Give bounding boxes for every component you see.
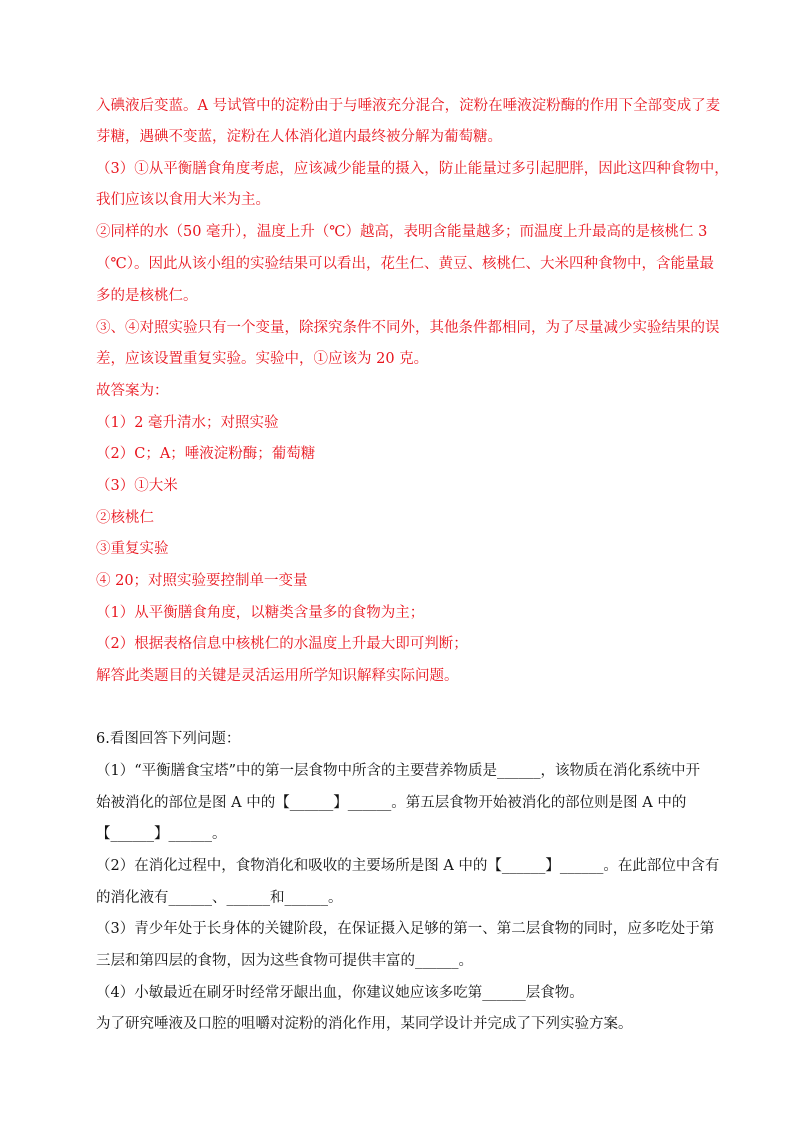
question-line: （4）小敏最近在刷牙时经常牙龈出血，你建议她应该多吃第______层食物。 xyxy=(96,985,584,1001)
answer-line: 入碘液后变蓝。A 号试管中的淀粉由于与唾液充分混合，淀粉在唾液淀粉酶的作用下全部变成了麦 xyxy=(96,98,721,114)
experiment-intro: 为了研究唾液及口腔的咀嚼对淀粉的消化作用，某同学设计并完成了下列实验方案。 xyxy=(96,1016,633,1032)
answer-item: ②核桃仁 xyxy=(96,510,154,526)
question-line: （1）“平衡膳食宝塔”中的第一层食物中所含的主要营养物质是______，该物质在消化系统中开 xyxy=(96,763,701,779)
answer-line: （℃）。因此从该小组的实验结果可以看出，花生仁、黄豆、核桃仁、大米四种食物中，含能量最 xyxy=(96,256,714,272)
answer-line: 差，应该设置重复实验。实验中，①应该为 20 克。 xyxy=(96,351,429,367)
question-line: （2）在消化过程中，食物消化和吸收的主要场所是图 A 中的【______】______。在此部位中含有 xyxy=(96,858,720,874)
analysis-line: 解答此类题目的关键是灵活运用所学知识解释实际问题。 xyxy=(96,668,459,684)
answer-item: （2）C；A；唾液淀粉酶；葡萄糖 xyxy=(96,446,316,462)
answer-item: （3）①大米 xyxy=(96,478,178,494)
answer-item: （1）2 毫升清水；对照实验 xyxy=(96,415,279,431)
answer-line: ③、④对照实验只有一个变量，除探究条件不同外，其他条件都相同，为了尽量减少实验结果的误 xyxy=(96,320,720,336)
answer-item: ③重复实验 xyxy=(96,541,169,557)
question-line: 【______】______。 xyxy=(96,826,227,842)
question-line: 三层和第四层的食物，因为这些食物可提供丰富的______。 xyxy=(96,953,473,969)
answer-item: ④ 20；对照实验要控制单一变量 xyxy=(96,573,308,589)
question-title: 6.看图回答下列问题： xyxy=(96,731,241,747)
analysis-line: （1）从平衡膳食角度，以糖类含量多的食物为主； xyxy=(96,605,425,621)
answer-heading: 故答案为： xyxy=(96,383,169,399)
answer-line: ②同样的水（50 毫升），温度上升（℃）越高，表明含能量越多；而温度上升最高的是核桃仁 3 xyxy=(96,224,708,240)
answer-line: 多的是核桃仁。 xyxy=(96,288,198,304)
answer-line: 芽糖，遇碘不变蓝，淀粉在人体消化道内最终被分解为葡萄糖。 xyxy=(96,129,502,145)
question-line: 始被消化的部位是图 A 中的【______】______。第五层食物开始被消化的部位则是图 A 中的 xyxy=(96,795,687,811)
question-line: 的消化液有______、______和______。 xyxy=(96,890,343,906)
answer-line: （3）①从平衡膳食角度考虑，应该减少能量的摄入，防止能量过多引起肥胖，因此这四种食物中， xyxy=(96,161,729,177)
answer-line: 我们应该以食用大米为主。 xyxy=(96,192,270,208)
analysis-line: （2）根据表格信息中核桃仁的水温度上升最大即可判断； xyxy=(96,636,468,652)
question-line: （3）青少年处于长身体的关键阶段，在保证摄入足够的第一、第二层食物的同时，应多吃处于第 xyxy=(96,921,715,937)
